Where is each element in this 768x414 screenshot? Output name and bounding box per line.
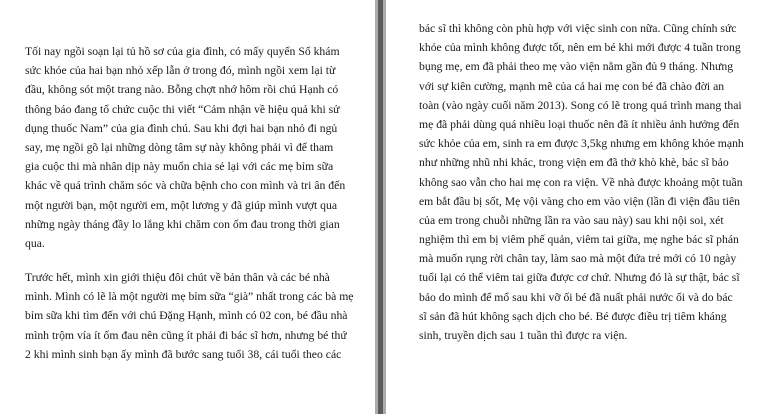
text-line: bỉm sữa khi tìm đến với chú Đặng Hạnh, mình có 02 con, bé đầu nhà <box>25 309 348 323</box>
text-line: thông báo đang tổ chức cuộc thi viết “Cảm nhận về hiệu quả khi sử <box>25 102 340 116</box>
right-page <box>386 0 768 414</box>
text-line: khác về quá trình chăm sóc và chữa bệnh cho con mình và tri ân đến <box>25 179 346 193</box>
text-line: dụng thuốc Nam” của gia đình chú. Sau khi đợi hai bạn nhỏ đi ngủ <box>25 121 338 135</box>
text-line: em bắt đầu bị sốt, Mẹ vội vàng cho em vào viện (lần đi viện đầu tiên <box>419 194 741 208</box>
text-line: mình trộm vía ít ốm đau nên cũng ít phải đi bác sĩ hơn, nhưng bé thứ <box>25 328 347 342</box>
text-line: đầu, không sót một trang nào. Bỗng chợt nhớ hôm rồi chú Hạnh có <box>25 83 339 97</box>
text-line: bụng mẹ, em đã phải theo mẹ vào viện nằm gần đủ 9 tháng. Nhưng <box>419 60 734 74</box>
text-line: những ngày tháng đầy lo lắng khi chăm con ốm đau trong thời gian <box>25 217 340 231</box>
text-line: với sự kiên cường, mạnh mẽ của cả hai mẹ con bé đã chào đời an <box>419 79 725 93</box>
text-line: sĩ sản đã hút không sạch dịch cho bé. Bé được điều trị tiêm kháng <box>419 309 727 323</box>
text-line: mà muốn rụng rời chân tay, làm sao mà một đứa trẻ mới có 10 ngày <box>419 252 737 266</box>
text-line: sức khỏe của em, sinh ra em được 3,5kg nhưng em không khỏe mạnh <box>419 137 744 151</box>
text-line: một người bạn, một người em, một lương y đã giúp mình vượt qua <box>25 198 338 212</box>
text-line: khỏe của mình không được tốt, nên em bé khi mới được 4 tuần trong <box>419 41 741 55</box>
text-line: say, mẹ ngồi gõ lại những dòng tâm sự này không phải vì để tham <box>25 140 334 154</box>
text-line: toàn (vào ngày cuối năm 2013). Song có lẽ trong quá trình mang thai <box>419 98 742 112</box>
text-line: bảo do mình để mổ sau khi vỡ ối bé đã nuất phải nước ối và do bác <box>419 290 733 304</box>
left-page <box>0 0 375 414</box>
text-line: 2 khi mình sinh bạn ấy mình đã bước sang tuổi 38, cái tuổi theo các <box>25 347 342 361</box>
text-line: của em trong chuỗi những lần ra vào sau này) sau khi nội soi, xét <box>419 213 724 227</box>
page-divider <box>375 0 386 414</box>
text-line: sức khỏe của hai bạn nhỏ xếp lẫn ở trong đó, mình ngồi xem lại từ <box>25 64 336 78</box>
left-page-text <box>25 42 353 364</box>
text-line: nghiệm thì em bị viêm phế quản, viêm tai giữa, mẹ nghe bác sĩ phán <box>419 233 739 247</box>
text-line: tuổi lại có thể viêm tai giữa được cơ chứ. Nhưng đó là sự thật, bác sĩ <box>419 271 740 285</box>
paragraph-spacer <box>25 253 353 268</box>
text-line: Tối nay ngồi soạn lại tủ hồ sơ của gia đình, có mấy quyển Sổ khám <box>25 45 340 58</box>
paragraph-intro <box>25 42 353 253</box>
text-line: Trước hết, mình xin giới thiệu đôi chút về bản thân và các bé nhà <box>25 271 330 285</box>
paragraph-introduction-self <box>25 268 353 364</box>
text-line: sinh, truyền dịch sau 1 tuần thì được ra viện. <box>419 329 628 342</box>
paragraph-continuation <box>419 19 745 345</box>
text-line: qua. <box>25 236 45 250</box>
text-line: mình. Mình có lẽ là một người mẹ bỉm sữa “già” nhất trong các bà mẹ <box>25 290 354 304</box>
text-line: như những nhũ nhi khác, trong viện em đã thở khò khè, bác sĩ bảo <box>419 156 729 170</box>
right-page-text <box>419 19 745 345</box>
text-line: mẹ đã phải dùng quá nhiều loại thuốc nên đã ít nhiều ảnh hưởng đến <box>419 117 740 131</box>
text-line: không sao vẫn cho hai mẹ con ra viện. Về nhà được khoảng một tuần <box>419 175 743 189</box>
text-line: bác sĩ thì không còn phù hợp với việc sinh con nữa. Cũng chính sức <box>419 22 737 35</box>
text-line: gia cuộc thi mà nhân dịp này muốn chia sẻ lại với các mẹ bỉm sữa <box>25 160 334 174</box>
